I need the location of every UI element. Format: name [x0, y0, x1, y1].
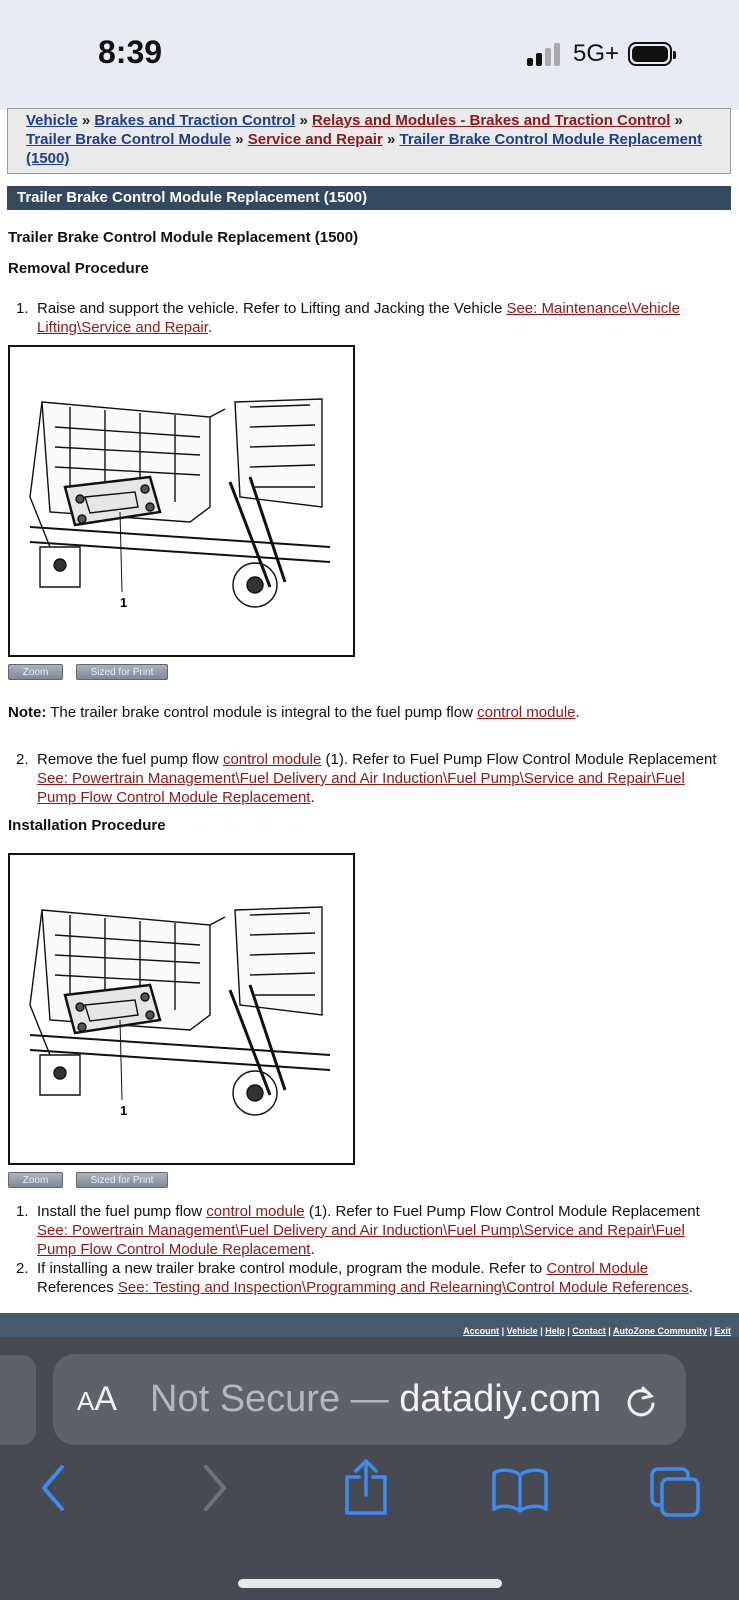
step-text: (1). Refer to Fuel Pump Flow Control Module Replacement — [321, 751, 717, 768]
control-module-link[interactable]: control module — [206, 1203, 305, 1220]
zoom-button[interactable]: Zoom — [8, 664, 63, 680]
breadcrumb-link-relays[interactable]: Relays and Modules - Brakes and Traction Control — [311, 112, 671, 129]
step-number: 2. — [16, 1260, 29, 1277]
battery-icon — [628, 42, 672, 66]
url-text[interactable] — [150, 1378, 601, 1421]
share-icon[interactable] — [343, 1457, 389, 1517]
breadcrumb — [7, 108, 731, 174]
step-end: . — [310, 1241, 315, 1258]
breadcrumb-link-brakes[interactable]: Brakes and Traction Control — [94, 112, 296, 129]
footer-link-vehicle[interactable]: Vehicle — [506, 1326, 538, 1336]
step-text: Remove the fuel pump flow — [37, 751, 223, 768]
step-number: 2. — [16, 751, 29, 768]
footer-links: Account | Vehicle | Help | Contact | AutoZone Community | Exit — [463, 1326, 731, 1336]
note-text: The trailer brake control module is integral to the fuel pump flow — [46, 704, 478, 721]
fuel-pump-link[interactable]: See: Powertrain Management\Fuel Delivery and Air Induction\Fuel Pump\Service and Repair\Fuel Pump Flow Control Module Replacement — [37, 1222, 685, 1258]
previous-tab-preview[interactable] — [0, 1355, 36, 1445]
network-label: 5G+ — [573, 40, 620, 67]
installation-step-1 — [16, 1202, 726, 1259]
page-heading: Trailer Brake Control Module Replacement (1500) — [8, 229, 359, 246]
site-footer — [0, 1313, 739, 1337]
note-label: Note: — [8, 704, 47, 721]
breadcrumb-separator: » — [235, 131, 244, 148]
step-end: . — [207, 319, 213, 336]
forward-icon[interactable] — [200, 1463, 230, 1513]
module-diagram-image — [10, 347, 353, 655]
lifting-link[interactable]: See: Maintenance\Vehicle Lifting\Service and Repair — [37, 300, 680, 336]
status-bar — [0, 0, 739, 110]
back-icon[interactable] — [38, 1463, 68, 1513]
sized-for-print-button[interactable]: Sized for Print — [76, 1172, 168, 1188]
tabs-icon[interactable] — [648, 1465, 702, 1519]
breadcrumb-separator: » — [386, 131, 396, 148]
breadcrumb-separator: » — [674, 112, 683, 129]
step-number: 1. — [16, 300, 29, 317]
step-text: Raise and support the vehicle. Refer to Lifting and Jacking the Vehicle — [37, 300, 507, 317]
bookmarks-icon[interactable] — [490, 1467, 550, 1513]
control-module-link[interactable]: control module — [222, 751, 322, 768]
removal-heading: Removal Procedure — [8, 260, 149, 277]
reload-icon[interactable] — [623, 1384, 659, 1420]
step-text: Install the fuel pump flow — [37, 1203, 207, 1220]
browser-nav-row — [0, 1457, 739, 1527]
removal-step-1 — [16, 299, 726, 337]
breadcrumb-link-replacement[interactable]: Trailer Brake Control Module Replacement (1500) — [26, 131, 703, 167]
home-indicator — [238, 1579, 502, 1588]
breadcrumb-separator: » — [299, 112, 308, 129]
note-end: . — [575, 704, 580, 721]
module-diagram-image — [10, 855, 353, 1163]
step-text: (1). Refer to Fuel Pump Flow Control Module Replacement — [304, 1203, 700, 1220]
signal-icon — [527, 44, 563, 66]
aa-large: A — [94, 1380, 118, 1418]
footer-link-help[interactable]: Help — [545, 1326, 565, 1336]
module-references-link[interactable]: See: Testing and Inspection\Programming and Relearning\Control Module References — [117, 1279, 689, 1296]
aa-small: A — [77, 1386, 95, 1416]
illustration-installation — [8, 853, 355, 1165]
callout-label: 1 — [120, 1103, 128, 1118]
footer-link-community[interactable]: AutoZone Community — [612, 1326, 707, 1336]
note — [8, 704, 580, 721]
step-end: . — [688, 1279, 693, 1296]
removal-step-2 — [16, 750, 726, 807]
reader-options-button[interactable] — [77, 1380, 117, 1419]
url-security-label: Not Secure — — [150, 1378, 400, 1420]
url-domain: datadiy.com — [399, 1378, 602, 1420]
page-title-bar: Trailer Brake Control Module Replacement (1500) — [7, 186, 731, 210]
control-module-link[interactable]: Control Module — [546, 1260, 649, 1277]
step-text: References — [37, 1279, 118, 1296]
callout-label: 1 — [120, 595, 128, 610]
control-module-link[interactable]: control module — [477, 704, 576, 721]
breadcrumb-link-module[interactable]: Trailer Brake Control Module — [26, 131, 232, 148]
installation-step-2 — [16, 1259, 726, 1297]
footer-link-account[interactable]: Account — [463, 1326, 500, 1336]
installation-heading: Installation Procedure — [8, 817, 166, 834]
browser-toolbar — [0, 1337, 739, 1600]
sized-for-print-button[interactable]: Sized for Print — [76, 664, 168, 680]
status-time: 8:39 — [98, 34, 163, 70]
breadcrumb-link-vehicle[interactable]: Vehicle — [26, 112, 78, 129]
breadcrumb-separator: » — [81, 112, 91, 129]
step-end: . — [310, 789, 315, 806]
step-number: 1. — [16, 1203, 29, 1220]
fuel-pump-link[interactable]: See: Powertrain Management\Fuel Delivery and Air Induction\Fuel Pump\Service and Repair\Fuel Pump Flow Control Module Replacement — [37, 770, 685, 806]
footer-link-contact[interactable]: Contact — [572, 1326, 606, 1336]
zoom-button[interactable]: Zoom — [8, 1172, 63, 1188]
illustration-removal — [8, 345, 355, 657]
breadcrumb-link-service[interactable]: Service and Repair — [247, 131, 383, 148]
footer-link-exit[interactable]: Exit — [714, 1326, 731, 1336]
step-text: If installing a new trailer brake control module, program the module. Refer to — [37, 1260, 547, 1277]
address-bar[interactable] — [53, 1354, 686, 1445]
